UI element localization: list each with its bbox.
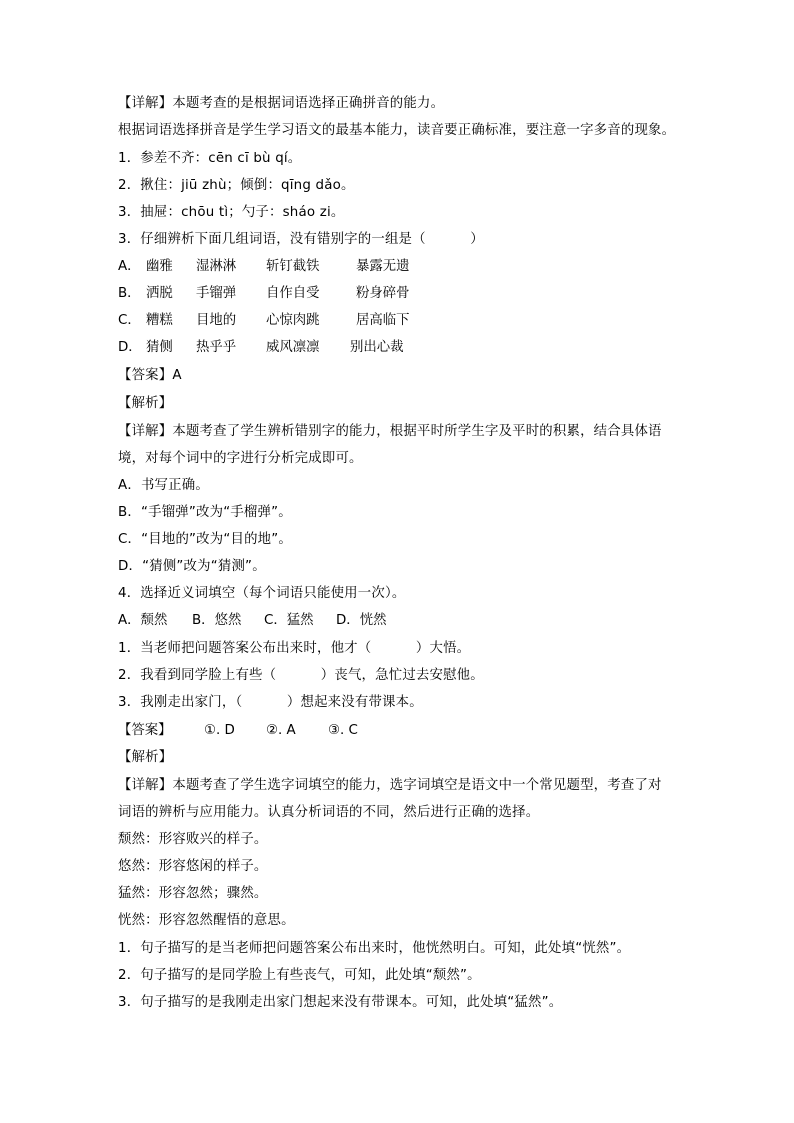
q4-reason-3: 3．句子描写的是我刚走出家门想起来没有带课本。可知，此处填“猛然”。 — [118, 995, 563, 1010]
q3-analysis-d: D．“猜侧”改为“猜测”。 — [118, 559, 266, 574]
analysis-heading-q4: 【解析】 — [118, 750, 173, 765]
pinyin-item-3: 3．抽屉：chōu tì；勺子：sháo zi。 — [118, 205, 345, 220]
q4-reason-1: 1．句子描写的是当老师把问题答案公布出来时，他恍然明白。可知，此处填“恍然”。 — [118, 941, 631, 956]
definition-4: 恍然：形容忽然醒悟的意思。 — [118, 913, 295, 928]
explanation-q4-line1: 【详解】本题考查了学生选字词填空的能力，选字词填空是语文中一个常见题型，考查了对 — [118, 778, 662, 793]
answer-q3: 【答案】A — [118, 368, 182, 383]
q4-sentence-3: 3．我刚走出家门，（ ）想起来没有带课本。 — [118, 695, 423, 710]
definition-2: 悠然：形容悠闲的样子。 — [118, 859, 268, 874]
document-page: 【详解】本题考查的是根据词语选择正确拼音的能力。 根据词语选择拼音是学生学习语文的最基本能力，读音要正确标准，要注意一字多音的现象。 1．参差不齐：cēn cī bù qí。 2．揪住：jiū zhù；倾倒：qīng dǎo。 3．抽屉：chōu tì；勺子：sháo zi。 3．仔细辨析下面几组词语，没有错别字的一组是（ ） A． 幽雅 湿淋淋 斩钉截铁 暴露无遗 B． 洒脱 手镏弹 自作自受 粉身碎骨 C． 糟糕 目地的 心惊肉跳 居高临下 D． 猜侧 热乎乎 威风凛凛 别出心裁 【答案】A 【解析】 【详解】本题考查了学生辨析错别字的能力，根据平时所学生字及平时的积累，结合具体语 境，对每个词中的字进行分析完成即可。 A．书写正确。 B．“手镏弹”改为“手榴弹”。 C．“目地的”改为“目的地”。 D．“猜侧”改为“猜测”。 4．选择近义词填空（每个词语只能使用一次）。 A．颓然 B．悠然 C．猛然 D．恍然 1．当老师把问题答案公布出来时，他才（ ）大悟。 2．我看到同学脸上有些（ ）丧气，急忙过去安慰他。 3．我刚走出家门，（ ）想起来没有带课本。 【答案】 ①. D ②. A ③. C 【解析】 【详解】本题考查了学生选字词填空的能力，选字词填空是语文中一个常见题型，考查了对 词语的辨析与应用能力。认真分析词语的不同，然后进行正确的选择。 颓然：形容败兴的样子。 悠然：形容悠闲的样子。 猛然：形容忽然；骤然。 恍然：形容忽然醒悟的意思。 1．句子描写的是当老师把问题答案公布出来时，他恍然明白。可知，此处填“恍然”。 2．句子描写的是同学脸上有些丧气，可知，此处填“颓然”。 3．句子描写的是我刚走出家门想起来没有带课本。可知，此处填“猛然”。 — [118, 96, 676, 1010]
explanation-1-detail: 根据词语选择拼音是学生学习语文的最基本能力，读音要正确标准，要注意一字多音的现象。 — [118, 123, 676, 138]
question-3: 3．仔细辨析下面几组词语，没有错别字的一组是（ ） — [118, 232, 484, 247]
q4-sentence-2: 2．我看到同学脸上有些（ ）丧气，急忙过去安慰他。 — [118, 668, 484, 683]
q4-sentence-1: 1．当老师把问题答案公布出来时，他才（ ）大悟。 — [118, 641, 471, 656]
explanation-q3-line1: 【详解】本题考查了学生辨析错别字的能力，根据平时所学生字及平时的积累，结合具体语 — [118, 424, 662, 439]
pinyin-item-1: 1．参差不齐：cēn cī bù qí。 — [118, 151, 302, 166]
explanation-q4-line2: 词语的辨析与应用能力。认真分析词语的不同，然后进行正确的选择。 — [118, 805, 540, 820]
q3-analysis-b: B．“手镏弹”改为“手榴弹”。 — [118, 505, 292, 520]
explanation-1: 【详解】本题考查的是根据词语选择正确拼音的能力。 — [118, 96, 445, 111]
q3-analysis-c: C．“目地的”改为“目的地”。 — [118, 532, 293, 547]
q4-reason-2: 2．句子描写的是同学脸上有些丧气，可知，此处填“颓然”。 — [118, 968, 481, 983]
q3-analysis-a: A．书写正确。 — [118, 478, 209, 493]
definition-1: 颓然：形容败兴的样子。 — [118, 832, 268, 847]
analysis-heading-q3: 【解析】 — [118, 396, 173, 411]
question-4: 4．选择近义词填空（每个词语只能使用一次）。 — [118, 586, 406, 601]
definition-3: 猛然：形容忽然；骤然。 — [118, 886, 268, 901]
explanation-q3-line2: 境，对每个词中的字进行分析完成即可。 — [118, 451, 363, 466]
pinyin-item-2: 2．揪住：jiū zhù；倾倒：qīng dǎo。 — [118, 178, 355, 193]
